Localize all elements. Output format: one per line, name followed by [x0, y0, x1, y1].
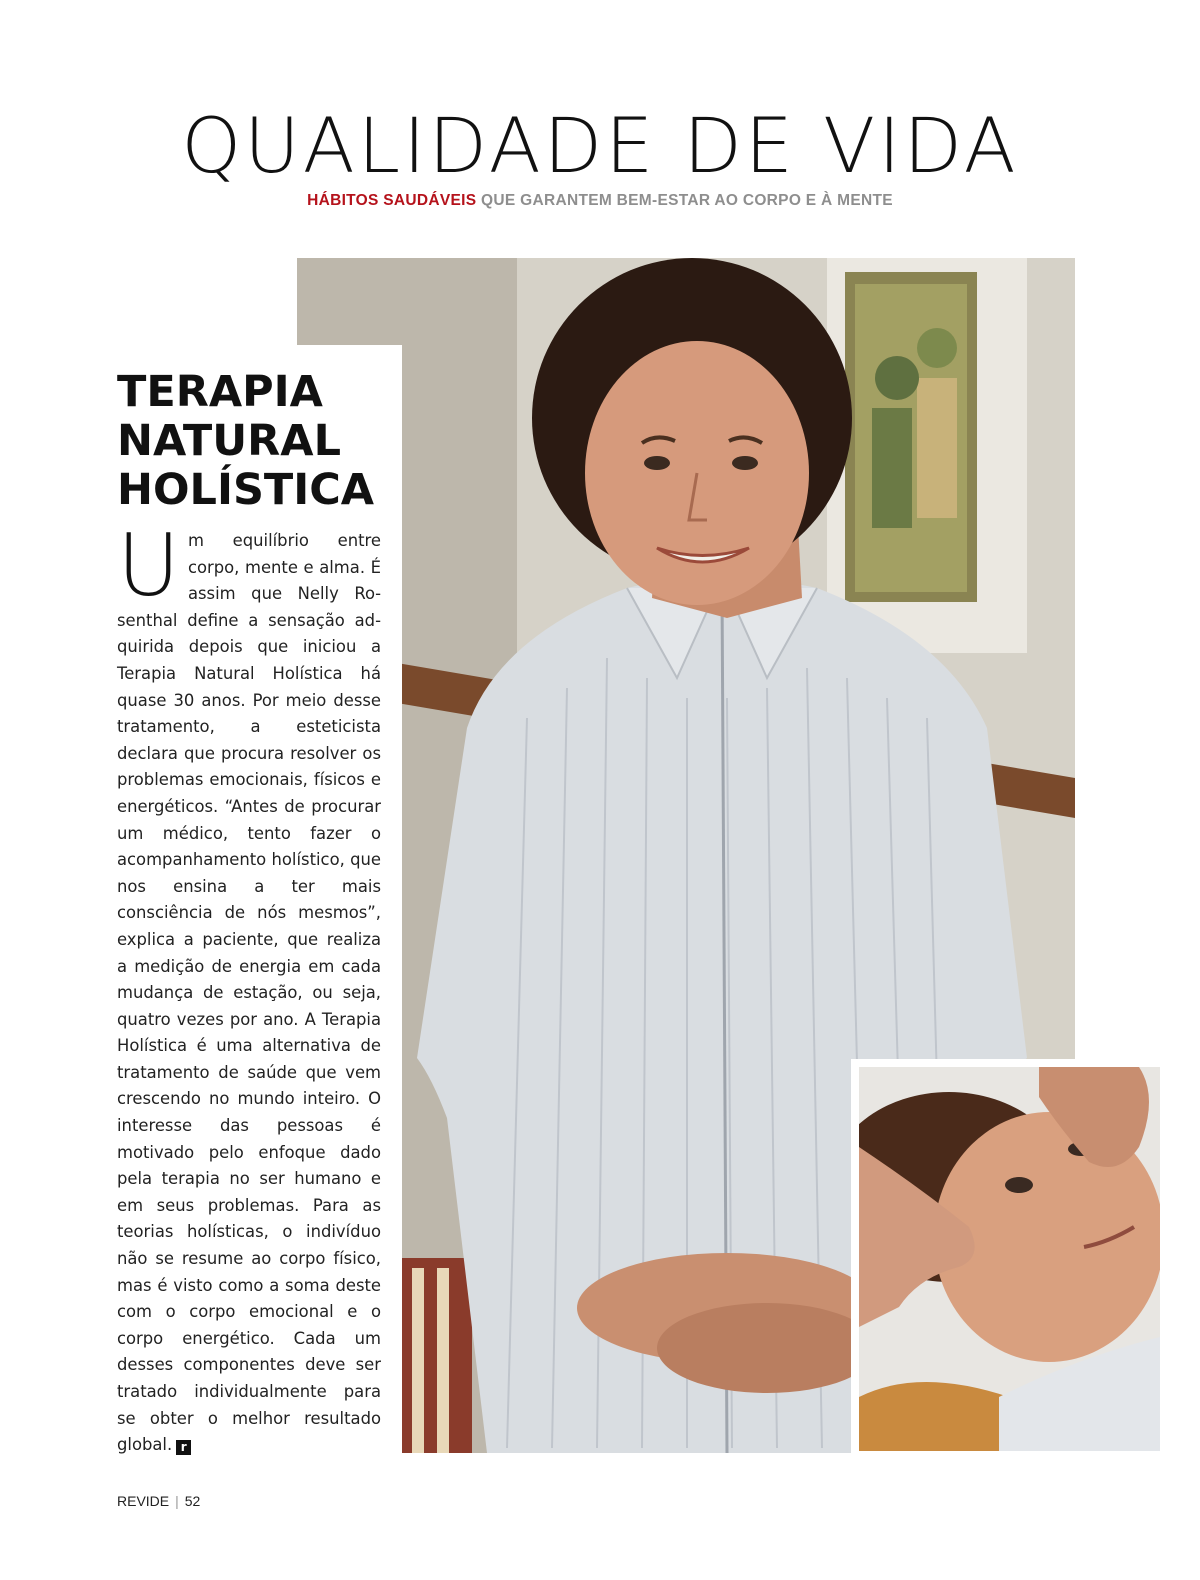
section-title: QUALIDADE DE VIDA [181, 101, 1019, 190]
end-of-article-mark: r [176, 1440, 191, 1455]
headline-line: NATURAL [117, 416, 341, 466]
inset-photo [851, 1059, 1168, 1459]
page-footer [117, 1493, 200, 1509]
tagline-highlight: HÁBITOS SAUDÁVEIS [307, 192, 477, 209]
tagline-rest: QUE GARANTEM BEM-ESTAR AO CORPO E À MENTE [476, 192, 893, 209]
page-number: 52 [184, 1493, 201, 1509]
article-body-text: m equilíbrio entre corpo, mente e alma. É assim que Nelly Rosenthal define a sensação adquirida depois que iniciou a Terapia Natural Holística há quase 30 anos. Por meio desse tratamento, a esteticista declara que procura resolver os problemas emocionais, físicos e energéticos. “Antes de procurar um médico, tento fazer o acompanhamento holístico, que nos ensina a ter mais consciência de nós mesmos”, explica a paciente, que realiza a medição de energia em cada mudança de estação, ou seja, quatro vezes por ano. A Terapia Holística é uma alternativa de tratamento de saúde que vem crescendo no mundo inteiro. O interesse das pessoas é motivado pelo enfoque dado pela terapia no ser humano e em seus problemas. Para as teorias holísticas, o indivíduo não se resume ao corpo físico, mas é visto como a soma deste com o corpo emocional e o corpo energético. Cada um desses componentes deve ser tratado individualmente para se obter o melhor resultado global. [117, 531, 381, 1455]
article-headline [117, 368, 374, 515]
headline-line: HOLÍSTICA [117, 465, 375, 515]
drop-cap: U [117, 516, 180, 616]
footer-separator: | [175, 1493, 179, 1509]
section-tagline [0, 192, 1200, 210]
article-body [117, 516, 381, 1459]
headline-line: TERAPIA [117, 367, 323, 417]
publication-name: REVIDE [117, 1493, 170, 1509]
